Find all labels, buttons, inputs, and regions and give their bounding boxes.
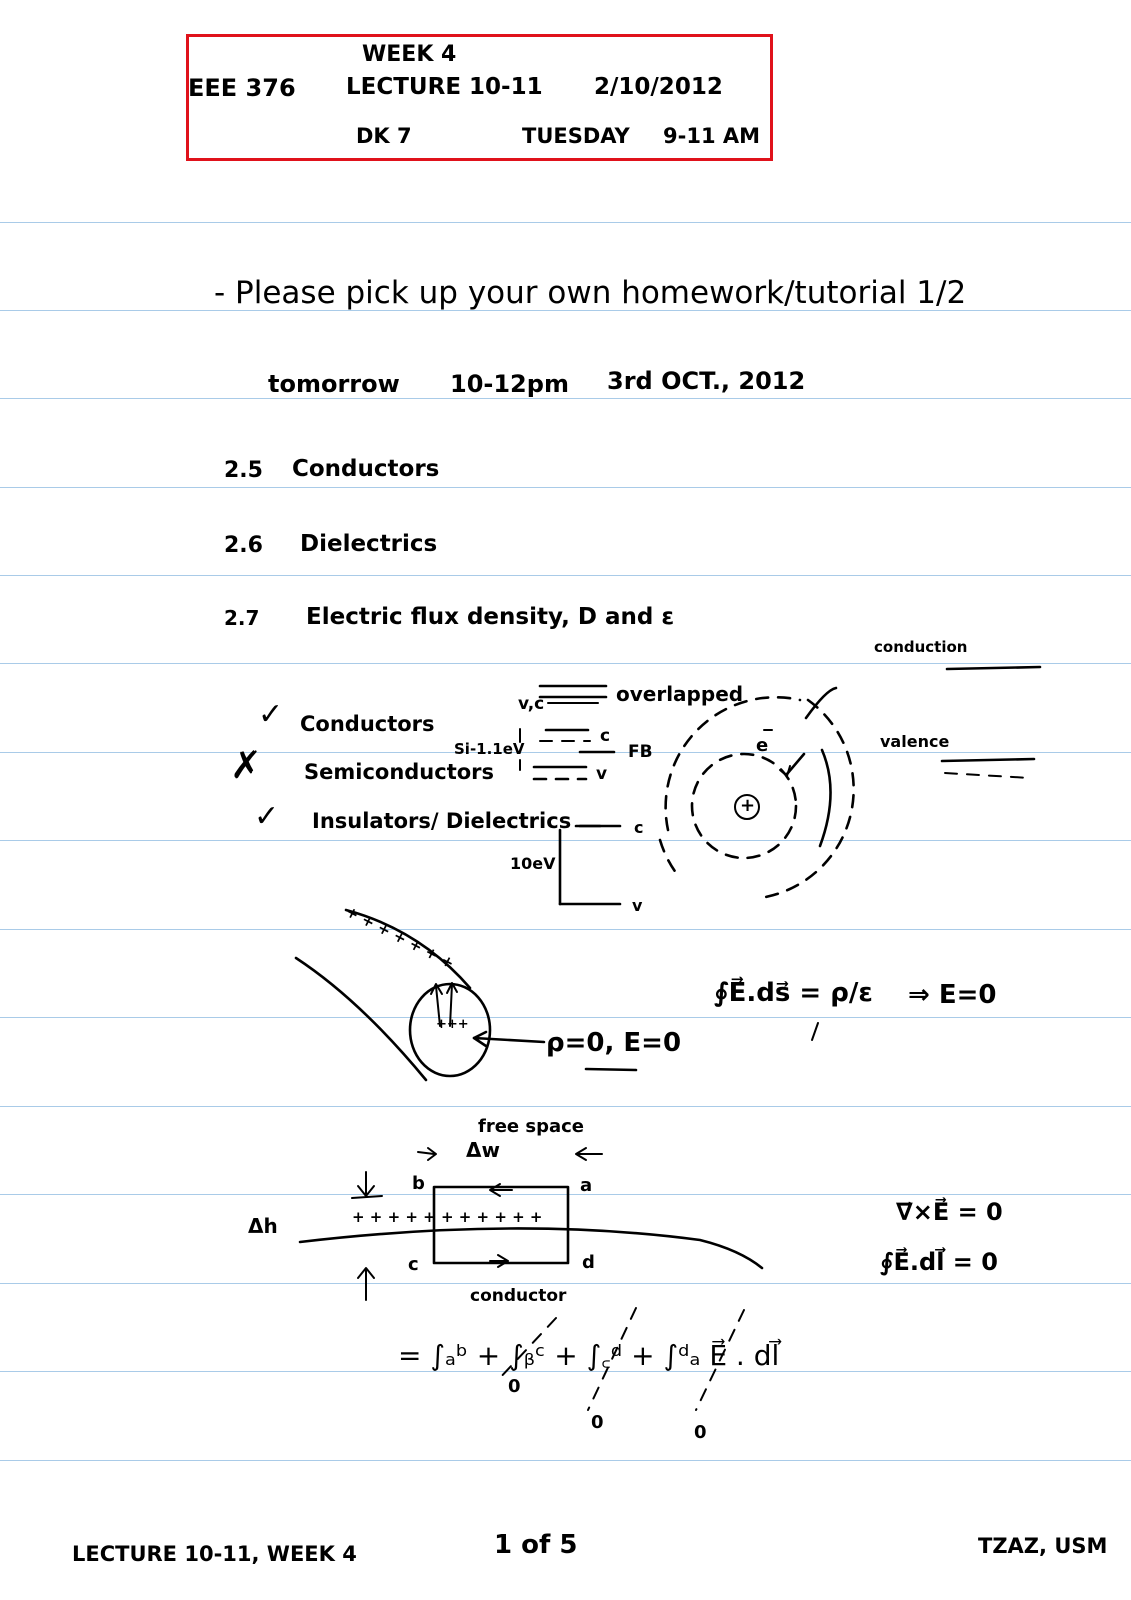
gauss-law: ∮E⃗.ds⃗ = ρ/ε	[714, 978, 873, 1008]
notice-date: 3rd OCT., 2012	[607, 367, 806, 395]
label-conduction: conduction	[874, 638, 968, 656]
notice-time: 10-12pm	[450, 370, 569, 398]
label-vc: v,c	[518, 694, 545, 714]
label-overlapped: overlapped	[616, 682, 744, 706]
label-v2: v	[632, 896, 643, 915]
label-rho-e: ρ=0, E=0	[546, 1028, 682, 1058]
surface-charges: + + + + + + +	[342, 902, 458, 973]
topic-number: 2.7	[224, 606, 260, 630]
topic-title: Electric flux density, D and ε	[306, 604, 675, 630]
loop-integral: ∮E⃗.dl⃗ = 0	[880, 1248, 998, 1276]
label-free-space: free space	[478, 1116, 585, 1137]
surface-charges: + + + + + + + + + + +	[352, 1208, 543, 1226]
label-v: v	[596, 764, 608, 784]
topic-number: 2.6	[224, 533, 263, 558]
label-c2: c	[634, 818, 644, 837]
material-name: Semiconductors	[304, 760, 495, 784]
footer-lecture: LECTURE 10-11, WEEK 4	[72, 1542, 357, 1566]
header-room: DK 7	[356, 124, 412, 148]
label-zero: 0	[508, 1376, 521, 1397]
notice-when: tomorrow	[268, 370, 400, 398]
label-delta-h: Δh	[248, 1214, 278, 1238]
implies-e-zero: ⇒ E=0	[908, 980, 997, 1010]
cross-icon: ✗	[230, 743, 262, 787]
label-nucleus: +	[740, 795, 756, 816]
check-icon: ✓	[254, 799, 280, 834]
header-week: WEEK 4	[362, 42, 457, 67]
header-course: EEE 376	[188, 74, 296, 102]
label-c: c	[600, 726, 611, 746]
footer-author: TZAZ, USM	[978, 1534, 1108, 1558]
topic-number: 2.5	[224, 458, 263, 483]
topic-title: Dielectrics	[300, 531, 438, 557]
page-number: 1 of 5	[494, 1530, 578, 1560]
label-valence: valence	[880, 732, 950, 751]
label-d: d	[582, 1252, 595, 1273]
material-name: Insulators/ Dielectrics	[312, 809, 572, 833]
label-c: c	[408, 1254, 419, 1275]
header-date: 2/10/2012	[594, 74, 723, 100]
label-10ev: 10eV	[510, 854, 556, 873]
label-a: a	[580, 1175, 593, 1196]
label-zero: 0	[591, 1412, 604, 1433]
header-lecture: LECTURE 10-11	[346, 74, 543, 100]
inner-charges: +++	[436, 1017, 469, 1032]
header-time: 9-11 AM	[663, 124, 761, 148]
label-electron: e	[756, 735, 769, 756]
material-name: Conductors	[300, 712, 435, 736]
curl-equation: ∇⃗×E⃗ = 0	[896, 1198, 1003, 1226]
label-b: b	[412, 1173, 425, 1194]
label-conductor: conductor	[470, 1286, 567, 1306]
homework-notice: - Please pick up your own homework/tutorial 1/2	[214, 275, 967, 311]
topic-title: Conductors	[292, 456, 440, 482]
check-icon: ✓	[258, 697, 284, 732]
label-si-gap: Si-1.1eV	[454, 740, 525, 758]
label-delta-w: Δw	[466, 1138, 500, 1162]
integral-sum: = ∫ₐᵇ + ∫ᵦᶜ + ∫꜀ᵈ + ∫ᵈₐ E⃗ . dl⃗	[398, 1339, 780, 1372]
label-zero: 0	[694, 1422, 707, 1443]
header-day: TUESDAY	[522, 124, 630, 148]
label-fb: FB	[628, 742, 653, 762]
